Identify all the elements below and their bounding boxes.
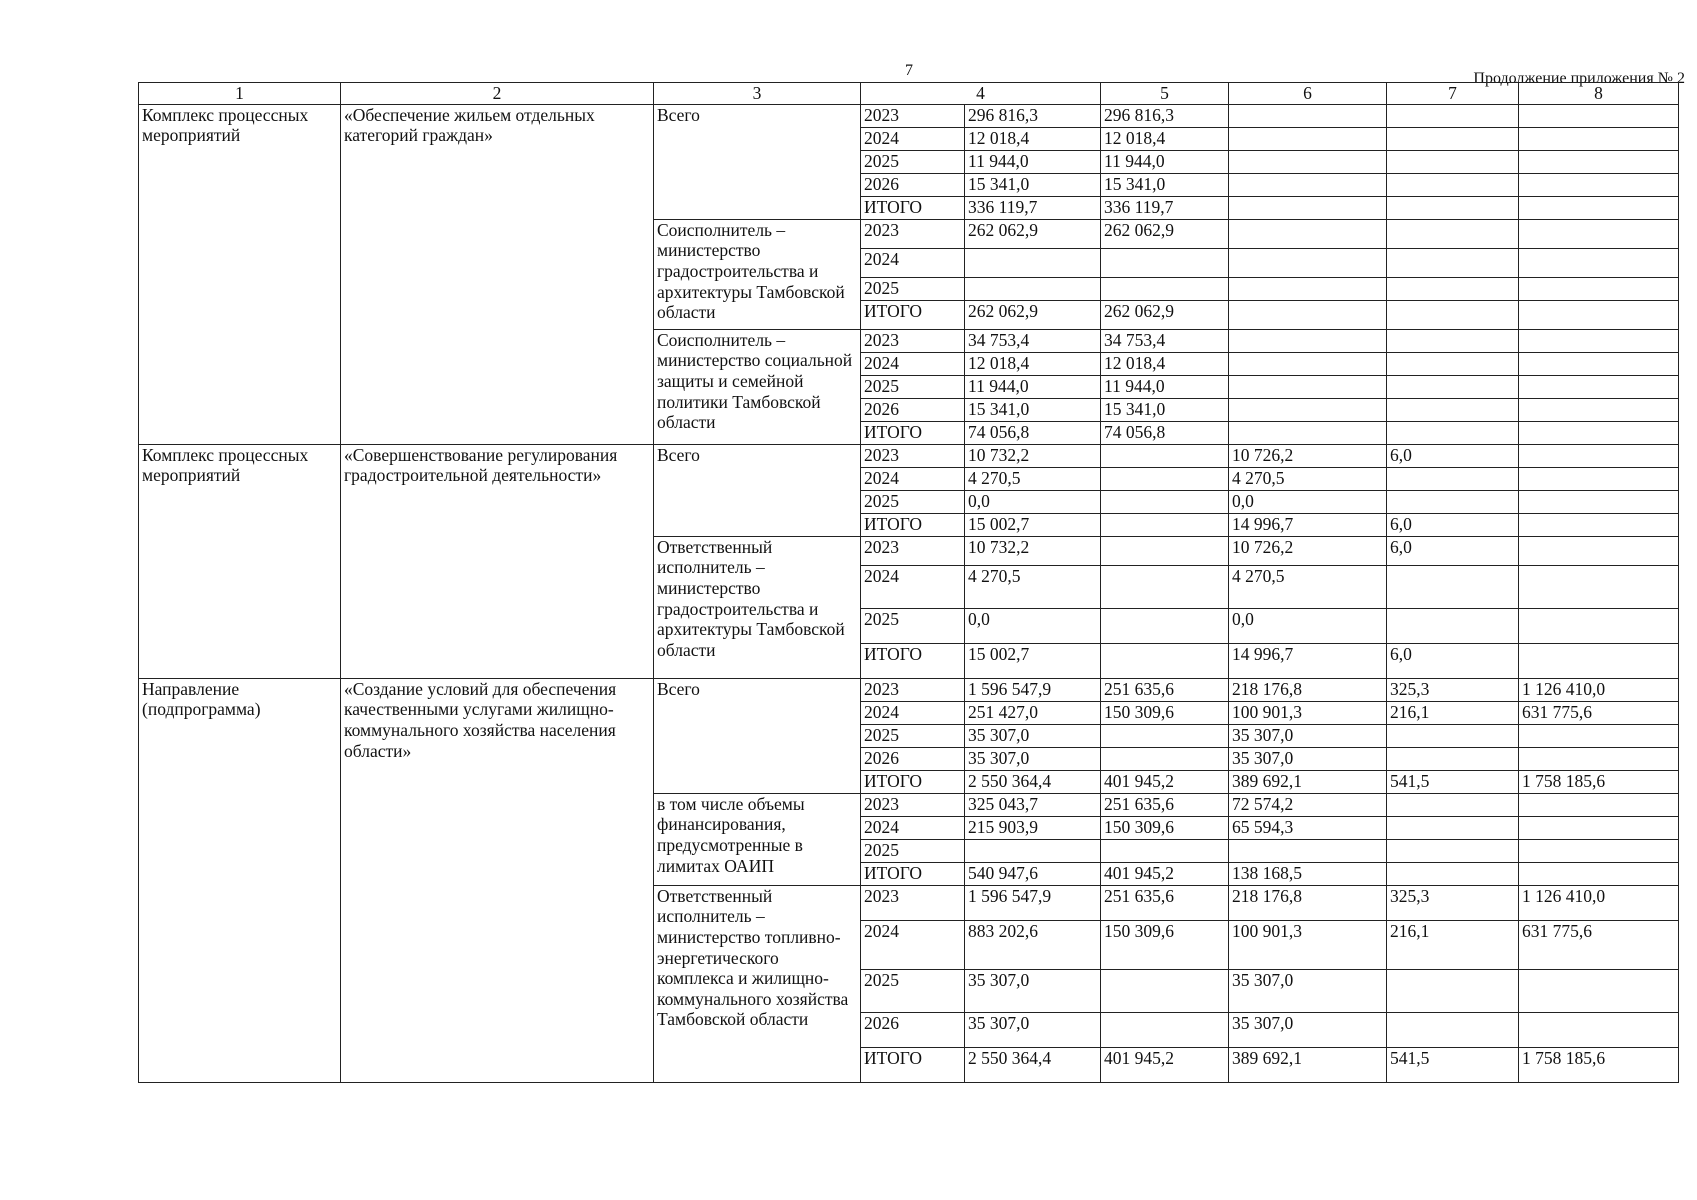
value-col-8: [1519, 248, 1679, 277]
value-col-7: 216,1: [1387, 920, 1519, 969]
year-cell: 2025: [861, 277, 965, 300]
value-col-5: [1101, 565, 1229, 608]
value-col-6: 10 726,2: [1229, 536, 1387, 565]
header-col-4: 4: [861, 83, 1101, 105]
value-col-6: [1229, 421, 1387, 444]
value-col-7: [1387, 467, 1519, 490]
value-col-8: 631 775,6: [1519, 701, 1679, 724]
year-cell: 2024: [861, 565, 965, 608]
value-col-4: 15 341,0: [965, 398, 1101, 421]
year-cell: 2025: [861, 375, 965, 398]
value-col-6: 0,0: [1229, 608, 1387, 643]
year-cell: 2023: [861, 793, 965, 816]
value-col-5: [1101, 490, 1229, 513]
value-col-7: [1387, 352, 1519, 375]
value-col-5: 150 309,6: [1101, 816, 1229, 839]
year-cell: ИТОГО: [861, 1047, 965, 1082]
value-col-6: 65 594,3: [1229, 816, 1387, 839]
value-col-6: [1229, 104, 1387, 127]
value-col-6: 4 270,5: [1229, 565, 1387, 608]
value-col-8: 1 758 185,6: [1519, 1047, 1679, 1082]
value-col-8: [1519, 421, 1679, 444]
group-label-cell: Ответственный исполнитель – министерство градостроительства и архитектуры Тамбовской области: [654, 536, 861, 678]
page-number: 7: [905, 62, 913, 79]
year-cell: 2026: [861, 173, 965, 196]
value-col-5: [1101, 839, 1229, 862]
value-col-8: [1519, 104, 1679, 127]
value-col-7: [1387, 793, 1519, 816]
value-col-6: [1229, 248, 1387, 277]
value-col-7: [1387, 375, 1519, 398]
value-col-8: [1519, 300, 1679, 329]
year-cell: 2024: [861, 127, 965, 150]
value-col-8: [1519, 839, 1679, 862]
value-col-8: [1519, 565, 1679, 608]
value-col-7: [1387, 173, 1519, 196]
value-col-5: [1101, 277, 1229, 300]
continuation-label: Продолжение приложения № 2: [1473, 70, 1685, 87]
value-col-5: [1101, 467, 1229, 490]
value-col-4: 10 732,2: [965, 536, 1101, 565]
value-col-4: 325 043,7: [965, 793, 1101, 816]
value-col-4: 15 002,7: [965, 643, 1101, 678]
value-col-4: 12 018,4: [965, 352, 1101, 375]
value-col-6: [1229, 127, 1387, 150]
header-col-5: 5: [1101, 83, 1229, 105]
value-col-7: 6,0: [1387, 536, 1519, 565]
value-col-8: [1519, 219, 1679, 248]
value-col-6: 100 901,3: [1229, 920, 1387, 969]
value-col-5: 150 309,6: [1101, 920, 1229, 969]
value-col-7: [1387, 862, 1519, 885]
value-col-8: [1519, 816, 1679, 839]
group-label-cell: Соисполнитель – министерство социальной защиты и семейной политики Тамбовской области: [654, 329, 861, 444]
group-label-cell: Ответственный исполнитель – министерство топливно-энергетического комплекса и жилищно-коммунального хозяйства Тамбовской области: [654, 885, 861, 1082]
value-col-4: 11 944,0: [965, 375, 1101, 398]
value-col-8: [1519, 490, 1679, 513]
value-col-6: [1229, 219, 1387, 248]
year-cell: ИТОГО: [861, 643, 965, 678]
value-col-4: 10 732,2: [965, 444, 1101, 467]
value-col-6: [1229, 329, 1387, 352]
value-col-5: [1101, 513, 1229, 536]
value-col-8: [1519, 747, 1679, 770]
value-col-4: 4 270,5: [965, 565, 1101, 608]
value-col-6: 4 270,5: [1229, 467, 1387, 490]
financing-table: [138, 82, 1679, 1083]
header-col-2: 2: [341, 83, 654, 105]
value-col-7: 541,5: [1387, 1047, 1519, 1082]
value-col-4: 4 270,5: [965, 467, 1101, 490]
value-col-5: 12 018,4: [1101, 127, 1229, 150]
year-cell: ИТОГО: [861, 421, 965, 444]
value-col-7: 6,0: [1387, 444, 1519, 467]
value-col-8: [1519, 969, 1679, 1012]
value-col-7: [1387, 196, 1519, 219]
value-col-5: [1101, 248, 1229, 277]
year-cell: 2023: [861, 329, 965, 352]
group-label-cell: в том числе объемы финансирования, предусмотренные в лимитах ОАИП: [654, 793, 861, 885]
value-col-5: 336 119,7: [1101, 196, 1229, 219]
year-cell: 2023: [861, 536, 965, 565]
program-name-cell: «Создание условий для обеспечения качественными услугами жилищно-коммунального хозяйства населения области»: [341, 678, 654, 1082]
value-col-5: 401 945,2: [1101, 770, 1229, 793]
value-col-7: [1387, 127, 1519, 150]
value-col-4: [965, 277, 1101, 300]
value-col-7: 541,5: [1387, 770, 1519, 793]
table-row: [139, 444, 1679, 467]
value-col-8: [1519, 643, 1679, 678]
value-col-5: 251 635,6: [1101, 885, 1229, 920]
year-cell: 2025: [861, 969, 965, 1012]
value-col-6: [1229, 375, 1387, 398]
value-col-7: [1387, 150, 1519, 173]
value-col-8: [1519, 1012, 1679, 1047]
value-col-6: 35 307,0: [1229, 747, 1387, 770]
year-cell: 2023: [861, 219, 965, 248]
value-col-6: [1229, 173, 1387, 196]
value-col-6: 389 692,1: [1229, 1047, 1387, 1082]
group-label-cell: Всего: [654, 104, 861, 219]
year-cell: 2025: [861, 608, 965, 643]
category-cell: Комплекс процессных мероприятий: [139, 444, 341, 678]
value-col-5: [1101, 969, 1229, 1012]
value-col-5: [1101, 724, 1229, 747]
year-cell: 2024: [861, 701, 965, 724]
header-col-3: 3: [654, 83, 861, 105]
value-col-7: [1387, 747, 1519, 770]
value-col-4: 35 307,0: [965, 969, 1101, 1012]
value-col-6: [1229, 398, 1387, 421]
value-col-5: 251 635,6: [1101, 793, 1229, 816]
value-col-6: 218 176,8: [1229, 678, 1387, 701]
group-label-cell: Всего: [654, 678, 861, 793]
value-col-4: 883 202,6: [965, 920, 1101, 969]
value-col-5: 15 341,0: [1101, 173, 1229, 196]
value-col-4: 262 062,9: [965, 300, 1101, 329]
value-col-8: [1519, 329, 1679, 352]
value-col-4: 15 002,7: [965, 513, 1101, 536]
header-row: [139, 83, 1679, 105]
group-label-cell: Соисполнитель – министерство градостроительства и архитектуры Тамбовской области: [654, 219, 861, 329]
value-col-5: [1101, 444, 1229, 467]
value-col-8: [1519, 375, 1679, 398]
value-col-8: [1519, 793, 1679, 816]
year-cell: ИТОГО: [861, 513, 965, 536]
value-col-4: 251 427,0: [965, 701, 1101, 724]
value-col-6: 389 692,1: [1229, 770, 1387, 793]
value-col-5: [1101, 1012, 1229, 1047]
value-col-6: [1229, 352, 1387, 375]
value-col-7: [1387, 421, 1519, 444]
value-col-7: 216,1: [1387, 701, 1519, 724]
year-cell: 2025: [861, 150, 965, 173]
value-col-4: 11 944,0: [965, 150, 1101, 173]
value-col-5: 262 062,9: [1101, 219, 1229, 248]
value-col-4: 34 753,4: [965, 329, 1101, 352]
value-col-4: 74 056,8: [965, 421, 1101, 444]
year-cell: 2024: [861, 248, 965, 277]
value-col-7: [1387, 724, 1519, 747]
value-col-6: 72 574,2: [1229, 793, 1387, 816]
value-col-7: [1387, 300, 1519, 329]
value-col-5: 15 341,0: [1101, 398, 1229, 421]
value-col-7: 6,0: [1387, 513, 1519, 536]
year-cell: 2024: [861, 467, 965, 490]
value-col-8: [1519, 173, 1679, 196]
value-col-4: 296 816,3: [965, 104, 1101, 127]
value-col-7: [1387, 565, 1519, 608]
value-col-7: 325,3: [1387, 885, 1519, 920]
value-col-6: 100 901,3: [1229, 701, 1387, 724]
value-col-4: [965, 248, 1101, 277]
value-col-6: 0,0: [1229, 490, 1387, 513]
year-cell: 2023: [861, 678, 965, 701]
value-col-8: [1519, 467, 1679, 490]
value-col-7: [1387, 490, 1519, 513]
value-col-4: 215 903,9: [965, 816, 1101, 839]
value-col-5: 401 945,2: [1101, 862, 1229, 885]
year-cell: 2024: [861, 352, 965, 375]
value-col-4: 12 018,4: [965, 127, 1101, 150]
value-col-6: [1229, 196, 1387, 219]
table-row: [139, 678, 1679, 701]
value-col-6: [1229, 150, 1387, 173]
year-cell: ИТОГО: [861, 196, 965, 219]
value-col-6: 10 726,2: [1229, 444, 1387, 467]
value-col-6: 14 996,7: [1229, 513, 1387, 536]
value-col-5: [1101, 747, 1229, 770]
value-col-8: [1519, 536, 1679, 565]
value-col-8: 631 775,6: [1519, 920, 1679, 969]
group-label-cell: Всего: [654, 444, 861, 536]
value-col-7: [1387, 329, 1519, 352]
value-col-7: [1387, 104, 1519, 127]
year-cell: 2026: [861, 1012, 965, 1047]
value-col-6: [1229, 300, 1387, 329]
value-col-5: [1101, 536, 1229, 565]
value-col-7: [1387, 398, 1519, 421]
year-cell: 2024: [861, 816, 965, 839]
value-col-4: 0,0: [965, 608, 1101, 643]
value-col-4: 0,0: [965, 490, 1101, 513]
value-col-4: 35 307,0: [965, 724, 1101, 747]
value-col-8: [1519, 513, 1679, 536]
value-col-4: 336 119,7: [965, 196, 1101, 219]
value-col-5: [1101, 608, 1229, 643]
year-cell: 2025: [861, 490, 965, 513]
value-col-5: [1101, 643, 1229, 678]
value-col-7: [1387, 608, 1519, 643]
year-cell: 2025: [861, 839, 965, 862]
value-col-5: 74 056,8: [1101, 421, 1229, 444]
value-col-8: [1519, 444, 1679, 467]
value-col-8: 1 126 410,0: [1519, 885, 1679, 920]
header-col-8: 8: [1519, 83, 1679, 105]
value-col-6: 14 996,7: [1229, 643, 1387, 678]
value-col-4: 1 596 547,9: [965, 678, 1101, 701]
value-col-4: 2 550 364,4: [965, 1047, 1101, 1082]
category-cell: Направление (подпрограмма): [139, 678, 341, 1082]
category-cell: Комплекс процессных мероприятий: [139, 104, 341, 444]
value-col-7: [1387, 219, 1519, 248]
value-col-4: 1 596 547,9: [965, 885, 1101, 920]
year-cell: 2026: [861, 747, 965, 770]
value-col-4: 15 341,0: [965, 173, 1101, 196]
value-col-5: 34 753,4: [1101, 329, 1229, 352]
value-col-6: 218 176,8: [1229, 885, 1387, 920]
year-cell: 2025: [861, 724, 965, 747]
value-col-5: 12 018,4: [1101, 352, 1229, 375]
value-col-6: 35 307,0: [1229, 724, 1387, 747]
value-col-5: 296 816,3: [1101, 104, 1229, 127]
value-col-6: 35 307,0: [1229, 969, 1387, 1012]
header-col-7: 7: [1387, 83, 1519, 105]
value-col-6: [1229, 839, 1387, 862]
year-cell: 2024: [861, 920, 965, 969]
value-col-8: [1519, 150, 1679, 173]
value-col-5: 11 944,0: [1101, 150, 1229, 173]
value-col-7: [1387, 248, 1519, 277]
value-col-4: 2 550 364,4: [965, 770, 1101, 793]
year-cell: 2026: [861, 398, 965, 421]
value-col-4: 262 062,9: [965, 219, 1101, 248]
value-col-8: 1 758 185,6: [1519, 770, 1679, 793]
value-col-5: 150 309,6: [1101, 701, 1229, 724]
value-col-5: 11 944,0: [1101, 375, 1229, 398]
value-col-8: [1519, 862, 1679, 885]
year-cell: ИТОГО: [861, 862, 965, 885]
value-col-7: [1387, 839, 1519, 862]
table-row: [139, 104, 1679, 127]
value-col-4: [965, 839, 1101, 862]
year-cell: ИТОГО: [861, 770, 965, 793]
value-col-7: 6,0: [1387, 643, 1519, 678]
value-col-4: 540 947,6: [965, 862, 1101, 885]
value-col-8: [1519, 608, 1679, 643]
value-col-7: [1387, 1012, 1519, 1047]
value-col-5: 401 945,2: [1101, 1047, 1229, 1082]
value-col-8: [1519, 277, 1679, 300]
value-col-7: [1387, 969, 1519, 1012]
value-col-7: 325,3: [1387, 678, 1519, 701]
year-cell: ИТОГО: [861, 300, 965, 329]
value-col-6: 35 307,0: [1229, 1012, 1387, 1047]
value-col-8: [1519, 398, 1679, 421]
value-col-7: [1387, 277, 1519, 300]
program-name-cell: «Обеспечение жильем отдельных категорий граждан»: [341, 104, 654, 444]
value-col-4: 35 307,0: [965, 747, 1101, 770]
header-col-1: 1: [139, 83, 341, 105]
value-col-5: 262 062,9: [1101, 300, 1229, 329]
program-name-cell: «Совершенствование регулирования градостроительной деятельности»: [341, 444, 654, 678]
year-cell: 2023: [861, 444, 965, 467]
value-col-7: [1387, 816, 1519, 839]
value-col-8: [1519, 196, 1679, 219]
value-col-8: [1519, 352, 1679, 375]
value-col-4: 35 307,0: [965, 1012, 1101, 1047]
header-col-6: 6: [1229, 83, 1387, 105]
year-cell: 2023: [861, 885, 965, 920]
value-col-6: [1229, 277, 1387, 300]
value-col-8: [1519, 724, 1679, 747]
value-col-8: 1 126 410,0: [1519, 678, 1679, 701]
value-col-8: [1519, 127, 1679, 150]
value-col-5: 251 635,6: [1101, 678, 1229, 701]
value-col-6: 138 168,5: [1229, 862, 1387, 885]
year-cell: 2023: [861, 104, 965, 127]
